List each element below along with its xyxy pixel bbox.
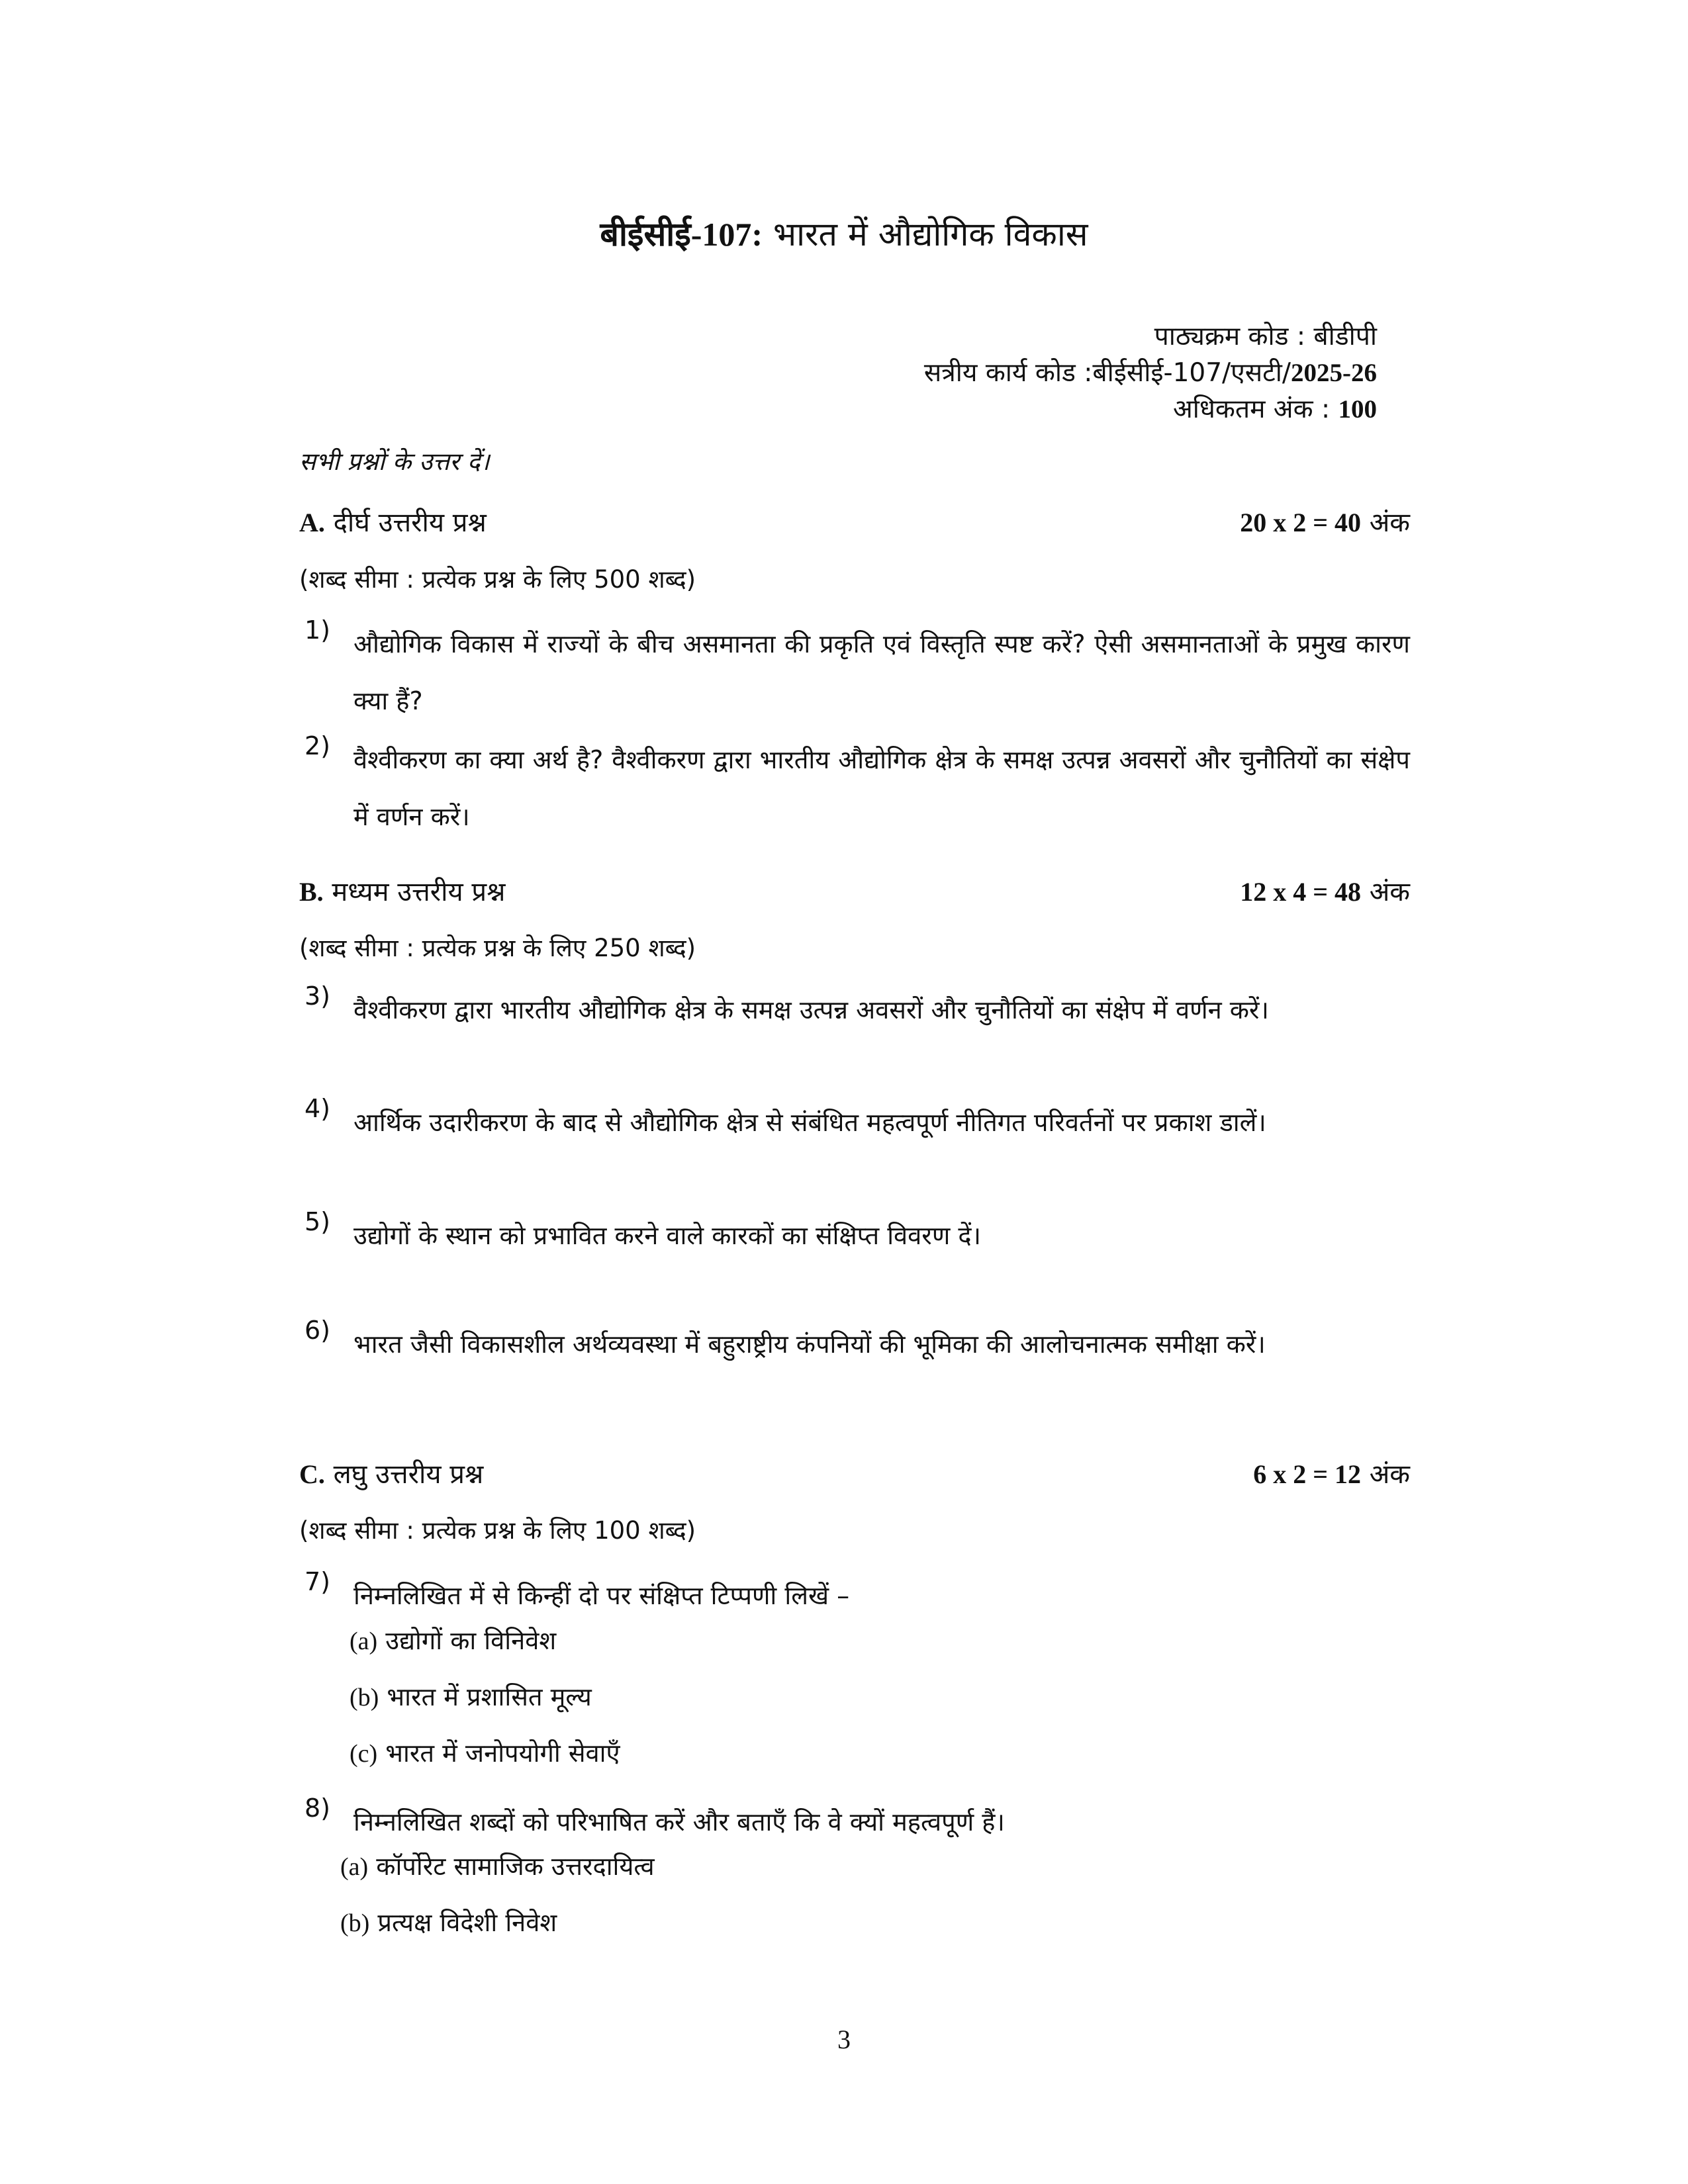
- marks-formula: 20 x 2 = 40: [1240, 508, 1361, 537]
- course-code-value: बीडीपी: [1313, 322, 1377, 351]
- question-text: आर्थिक उदारीकरण के बाद से औद्योगिक क्षेत्र से संबंधित महत्वपूर्ण नीतिगत परिवर्तनों पर प्रकाश डालें।: [353, 1108, 1266, 1137]
- sub-label: (a): [340, 1853, 369, 1881]
- section-b-marks: [1240, 872, 1410, 909]
- instruction-text: सभी प्रश्नों के उत्तर दें।: [299, 447, 490, 476]
- course-name-title: भारत में औद्योगिक विकास: [773, 215, 1088, 253]
- sub-text: भारत में जनोपयोगी सेवाएँ: [385, 1739, 620, 1768]
- sub-label: (c): [350, 1740, 378, 1768]
- section-a-heading: [299, 503, 487, 539]
- sub-label: (b): [340, 1909, 370, 1937]
- assignment-code-label: सत्रीय कार्य कोड :: [923, 358, 1093, 388]
- question-text: निम्नलिखित शब्दों को परिभाषित करें और बताएँ कि वे क्यों महत्वपूर्ण हैं।: [353, 1807, 1005, 1837]
- section-a-marks: [1240, 503, 1410, 539]
- sub-label: (b): [350, 1684, 379, 1711]
- marks-unit: अंक: [1369, 508, 1410, 538]
- section-letter: B.: [299, 877, 324, 907]
- question-text: निम्नलिखित में से किन्हीं दो पर संक्षिप्त टिप्पणी लिखें –: [353, 1581, 850, 1610]
- marks-unit: अंक: [1369, 1459, 1410, 1490]
- question-number: 3): [305, 981, 331, 1011]
- question-text: वैश्वीकरण का क्या अर्थ है? वैश्वीकरण द्वारा भारतीय औद्योगिक क्षेत्र के समक्ष उत्पन्न अवसरों और चुनौतियों का संक्षेप में वर्णन करें।: [353, 745, 1410, 831]
- question-8-sub-b: [340, 1905, 557, 1939]
- max-marks-label: अधिकतम अंक :: [1173, 394, 1331, 424]
- question-number: 8): [305, 1794, 331, 1823]
- marks-formula: 12 x 4 = 48: [1240, 877, 1361, 907]
- question-text: वैश्वीकरण द्वारा भारतीय औद्योगिक क्षेत्र के समक्ष उत्पन्न अवसरों और चुनौतियों का संक्षेप में वर्णन करें।: [353, 995, 1269, 1024]
- max-marks-value: 100: [1338, 395, 1377, 424]
- section-letter: A.: [299, 508, 325, 537]
- assignment-code-value: बीईसीई-107/एसटी/: [1092, 358, 1291, 388]
- assignment-code-year: 2025-26: [1291, 359, 1377, 387]
- section-c-heading: [299, 1455, 483, 1491]
- sub-label: (a): [350, 1627, 378, 1655]
- section-b-heading: [299, 872, 505, 909]
- max-marks-line: [1173, 390, 1377, 426]
- section-c-word-limit: (शब्द सीमा : प्रत्येक प्रश्न के लिए 100 शब्द): [299, 1516, 696, 1545]
- question-number: 5): [305, 1207, 331, 1236]
- question-number: 7): [305, 1567, 331, 1596]
- section-c-marks: [1253, 1455, 1410, 1491]
- question-7-sub-a: [350, 1623, 556, 1657]
- page-title: [0, 210, 1688, 255]
- question-text: भारत जैसी विकासशील अर्थव्यवस्था में बहुराष्ट्रीय कंपनियों की भूमिका की आलोचनात्मक समीक्षा करें।: [353, 1330, 1266, 1359]
- course-code-title: बीईसीई-107:: [600, 216, 763, 253]
- section-title: दीर्घ उत्तरीय प्रश्न: [333, 508, 487, 538]
- question-number: 1): [305, 615, 331, 645]
- question-8-sub-a: [340, 1848, 655, 1883]
- sub-text: उद्योगों का विनिवेश: [385, 1626, 557, 1655]
- sub-text: प्रत्यक्ष विदेशी निवेश: [377, 1908, 557, 1937]
- section-title: मध्यम उत्तरीय प्रश्न: [332, 877, 506, 907]
- section-title: लघु उत्तरीय प्रश्न: [333, 1459, 484, 1490]
- course-code-label: पाठ्यक्रम कोड :: [1154, 322, 1305, 351]
- question-number: 6): [305, 1316, 331, 1345]
- question-7-sub-b: [350, 1679, 592, 1713]
- question-text: उद्योगों के स्थान को प्रभावित करने वाले कारकों का संक्षिप्त विवरण दें।: [353, 1221, 981, 1250]
- question-number: 4): [305, 1094, 331, 1123]
- question-number: 2): [305, 731, 331, 760]
- marks-unit: अंक: [1369, 877, 1410, 907]
- sub-text: भारत में प्रशासित मूल्य: [387, 1682, 592, 1711]
- assignment-code-line: [924, 354, 1377, 389]
- course-code-line: [1154, 318, 1377, 353]
- question-7-sub-c: [350, 1735, 620, 1770]
- section-a-word-limit: (शब्द सीमा : प्रत्येक प्रश्न के लिए 500 शब्द): [299, 565, 696, 594]
- question-text: औद्योगिक विकास में राज्यों के बीच असमानता की प्रकृति एवं विस्तृति स्पष्ट करें? ऐसी असमानताओं के प्रमुख कारण क्या हैं?: [353, 629, 1410, 715]
- marks-formula: 6 x 2 = 12: [1253, 1459, 1361, 1489]
- section-b-word-limit: (शब्द सीमा : प्रत्येक प्रश्न के लिए 250 शब्द): [299, 934, 696, 962]
- sub-text: कॉर्पोरेट सामाजिक उत्तरदायित्व: [376, 1852, 655, 1881]
- page-number: 3: [837, 2025, 851, 2054]
- section-letter: C.: [299, 1459, 325, 1489]
